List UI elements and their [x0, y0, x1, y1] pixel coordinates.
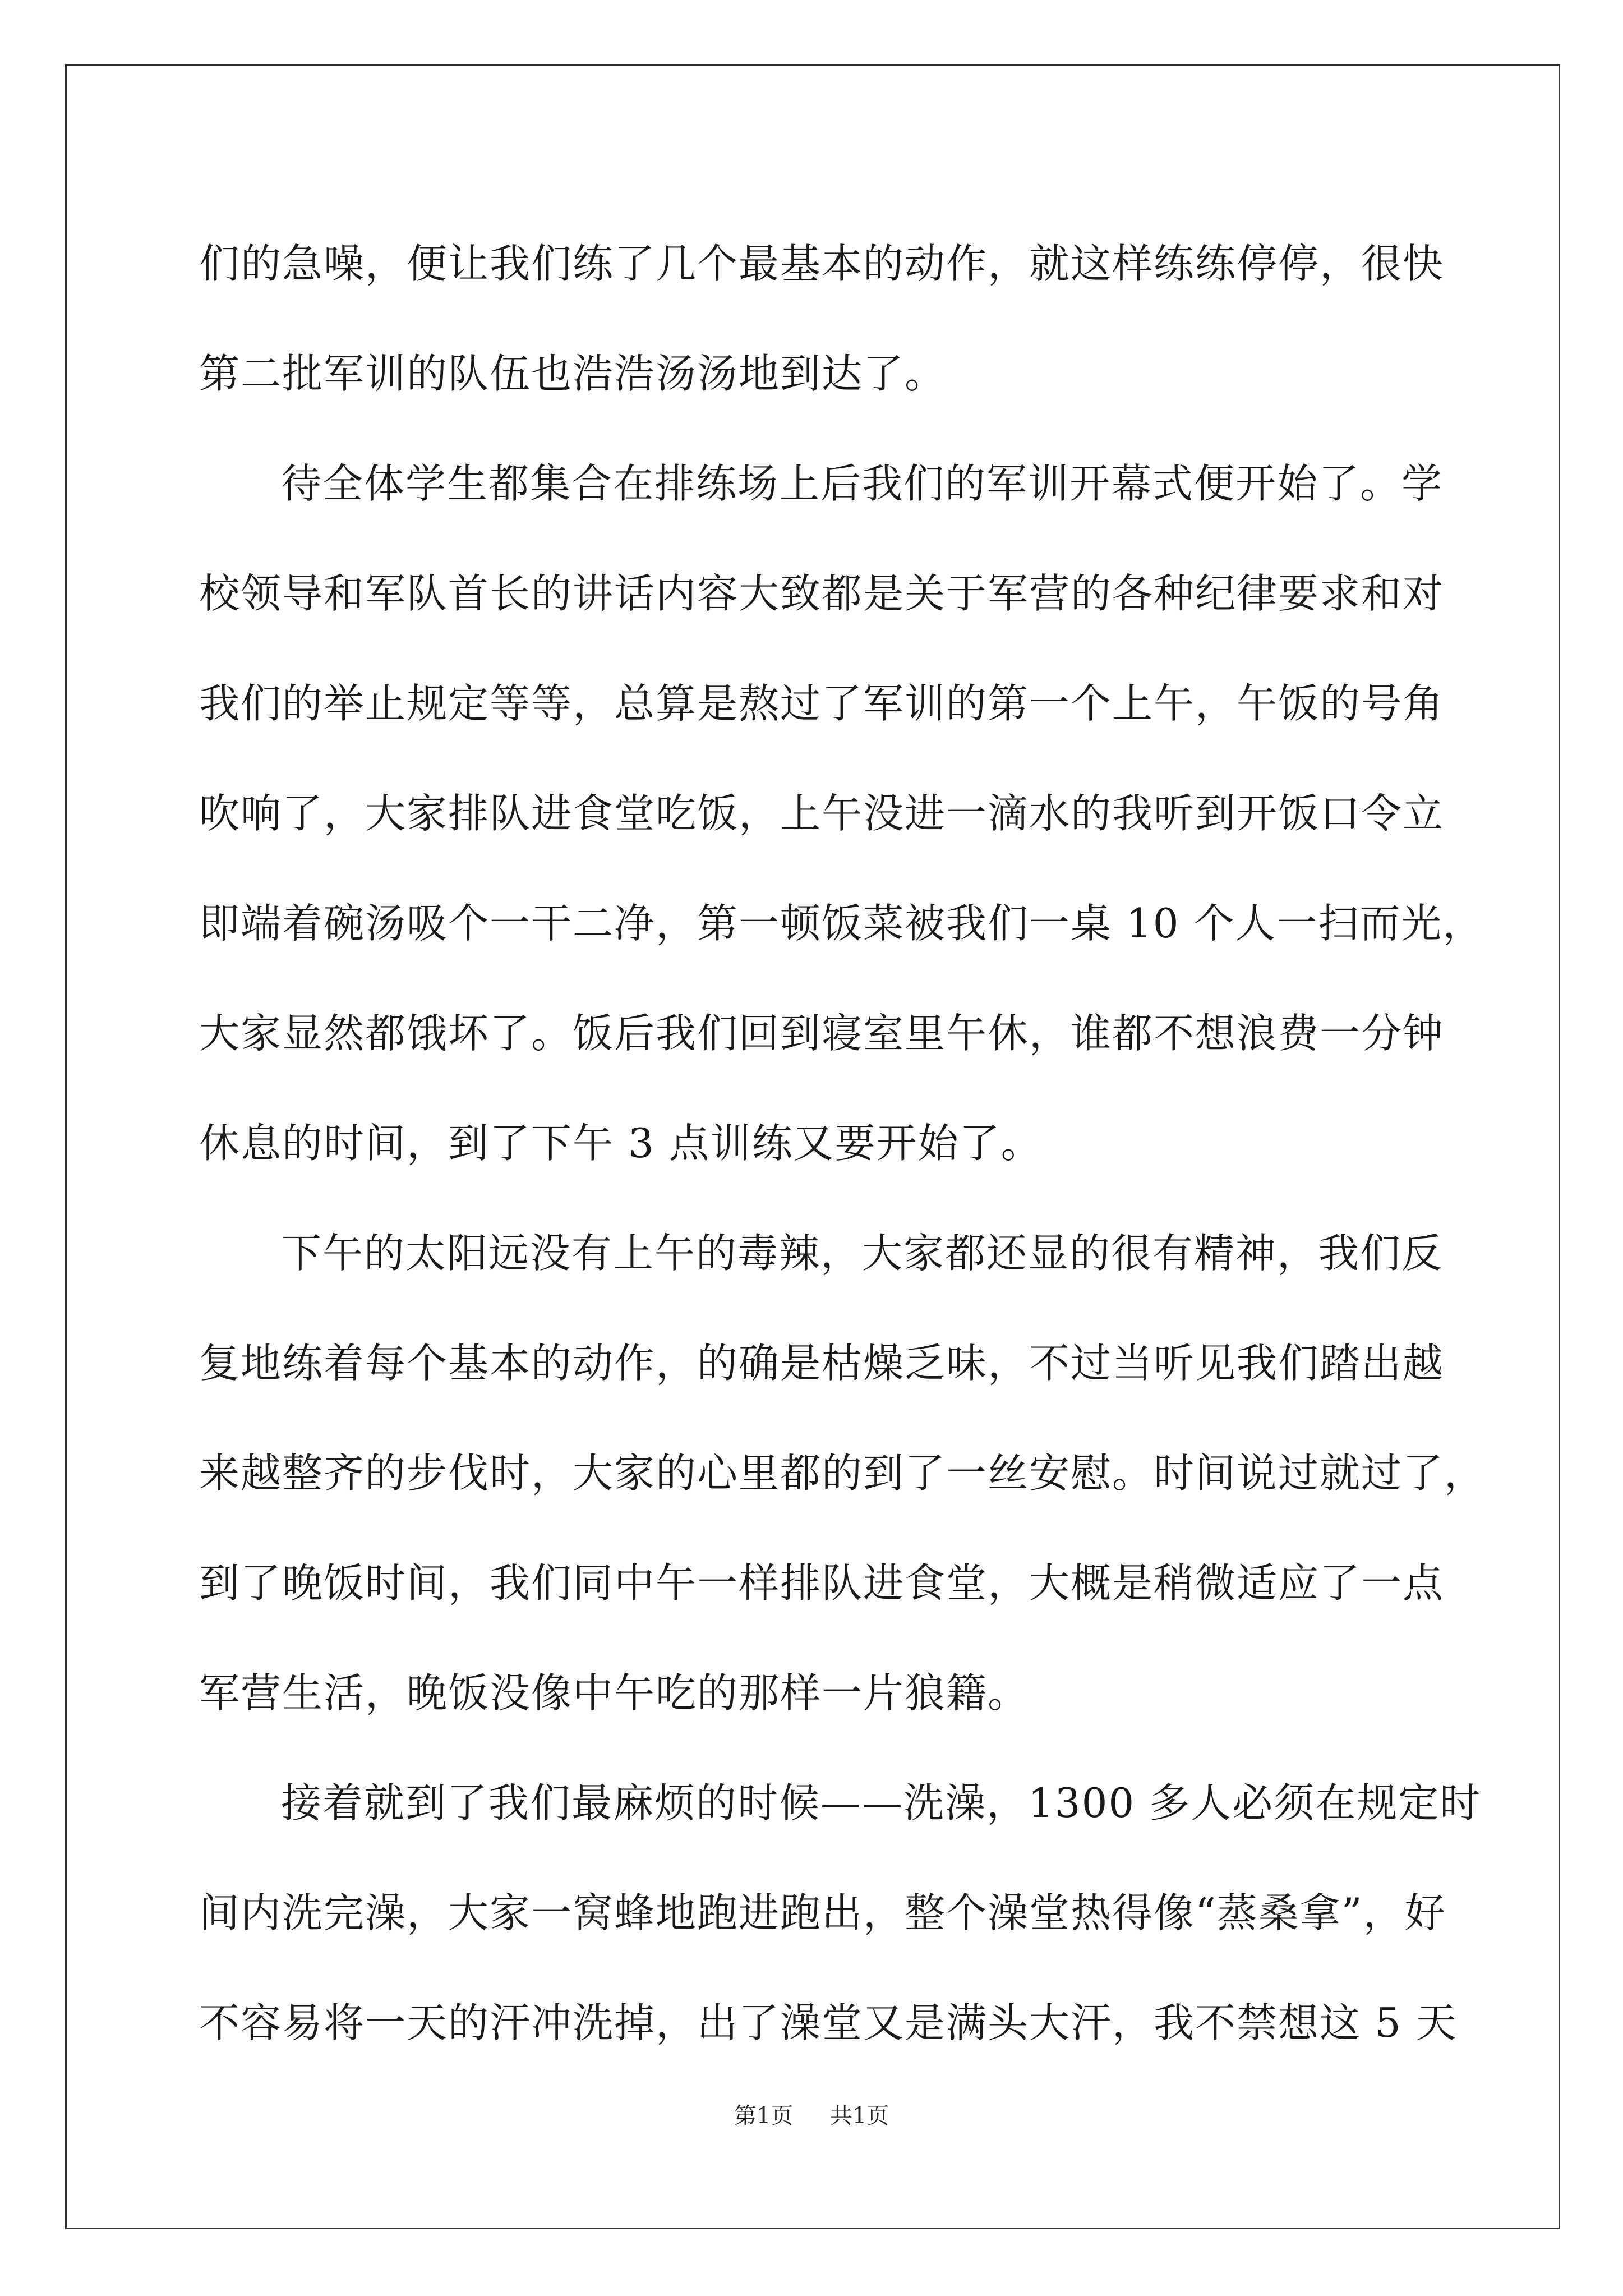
text-line: 间内洗完澡，大家一窝蜂地跑进跑出，整个澡堂热得像“蒸桑拿”，好 — [199, 1889, 1446, 1936]
text-line: 到了晚饭时间，我们同中午一样排队进食堂，大概是稍微适应了一点 — [199, 1559, 1445, 1607]
text-line: 即端着碗汤吸个一干二净，第一顿饭菜被我们一桌 10 个人一扫而光， — [199, 900, 1484, 947]
text-line: 们的急噪，便让我们练了几个最基本的动作，就这样练练停停，很快 — [199, 240, 1445, 287]
text-line: 来越整齐的步伐时，大家的心里都的到了一丝安慰。时间说过就过了， — [199, 1450, 1486, 1497]
page-number-total: 共1页 — [829, 2103, 889, 2129]
document-body — [199, 209, 1486, 2078]
text-line: 吹响了，大家排队进食堂吃饭，上午没进一滴水的我听到开饭口令立 — [199, 790, 1445, 837]
text-line: 我们的举止规定等等，总算是熬过了军训的第一个上午，午饭的号角 — [199, 680, 1445, 727]
page-number-current: 第1页 — [734, 2103, 794, 2129]
text-line: 休息的时间，到了下午 3 点训练又要开始了。 — [199, 1120, 1043, 1167]
text-line: 校领导和军队首长的讲话内容大致都是关于军营的各种纪律要求和对 — [199, 570, 1445, 617]
text-line: 第二批军训的队伍也浩浩汤汤地到达了。 — [199, 350, 947, 397]
text-line: 不容易将一天的汗冲洗掉，出了澡堂又是满头大汗，我不禁想这 5 天 — [199, 1999, 1458, 2046]
text-line: 复地练着每个基本的动作，的确是枯燥乏味，不过当听见我们踏出越 — [199, 1340, 1445, 1387]
text-line: 待全体学生都集合在排练场上后我们的军训开幕式便开始了。学 — [281, 460, 1444, 507]
text-line: 接着就到了我们最麻烦的时候——洗澡，1300 多人必须在规定时 — [281, 1779, 1482, 1826]
text-line: 下午的太阳远没有上午的毒辣，大家都还显的很有精神，我们反 — [281, 1230, 1444, 1277]
text-line: 军营生活，晚饭没像中午吃的那样一片狼籍。 — [199, 1669, 1030, 1717]
text-line: 大家显然都饿坏了。饭后我们回到寝室里午休，谁都不想浪费一分钟 — [199, 1010, 1445, 1057]
page-footer — [0, 2099, 1623, 2133]
